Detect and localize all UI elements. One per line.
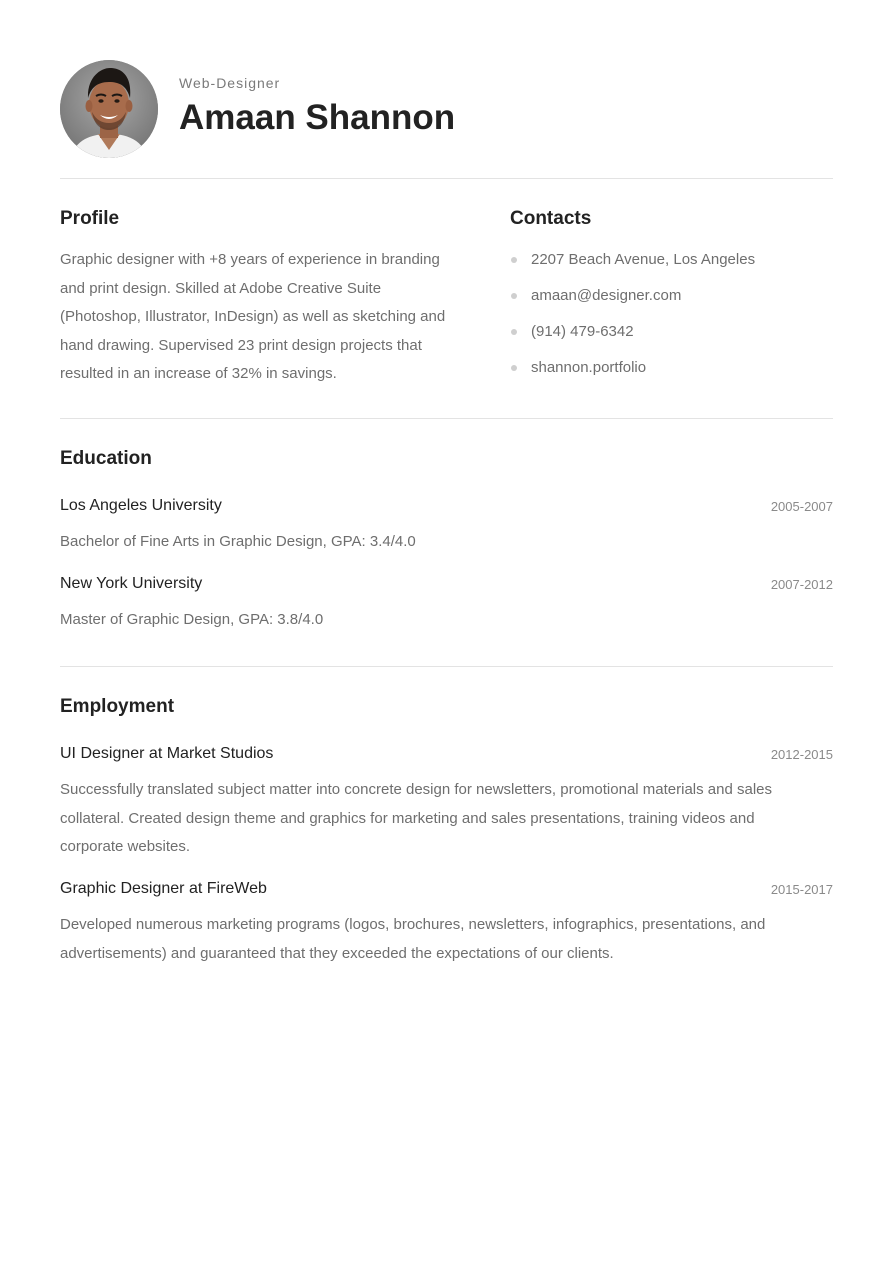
bullet-icon (511, 365, 517, 371)
contacts-list (510, 246, 830, 390)
job-title: Web-Designer (179, 75, 281, 91)
education-divider (60, 666, 833, 667)
employment-role: Graphic Designer at FireWeb (60, 880, 267, 897)
profile-divider (60, 418, 833, 419)
employment-description: Successfully translated subject matter into concrete design for newsletters, promotional materials and sales collateral. Created design theme and graphics for marketing and sales presentations, training videos and corporate websites. (60, 781, 773, 855)
employment-heading: Employment (60, 696, 175, 717)
education-heading: Education (60, 448, 152, 469)
education-school: New York University (60, 575, 203, 592)
bullet-icon (511, 257, 517, 263)
contact-address (510, 246, 830, 282)
contact-phone[interactable] (510, 318, 830, 354)
education-years: 2005-2007 (770, 499, 833, 514)
person-photo-icon (60, 60, 158, 158)
avatar (60, 60, 158, 158)
education-years: 2007-2012 (770, 577, 833, 592)
education-school: Los Angeles University (60, 497, 222, 514)
employment-description: Developed numerous marketing programs (logos, brochures, newsletters, infographics, presentations, and advertisements) and guaranteed that they exceeded the expectations of our clients. (60, 916, 766, 962)
bullet-icon (511, 293, 517, 299)
employment-role: UI Designer at Market Studios (60, 745, 274, 762)
contact-portfolio-text[interactable]: shannon.portfolio (531, 359, 647, 376)
contact-phone-text[interactable]: (914) 479-6342 (531, 323, 634, 340)
resume-header (60, 60, 833, 158)
employment-years: 2012-2015 (770, 747, 833, 762)
education-degree: Master of Graphic Design, GPA: 3.8/4.0 (60, 611, 324, 628)
profile-heading: Profile (60, 208, 120, 229)
education-degree: Bachelor of Fine Arts in Graphic Design, GPA: 3.4/4.0 (60, 533, 416, 550)
header-divider (60, 178, 833, 179)
contact-email-text[interactable]: amaan@designer.com (531, 287, 682, 304)
contact-address-text: 2207 Beach Avenue, Los Angeles (531, 251, 756, 268)
contact-portfolio[interactable] (510, 354, 830, 390)
contacts-heading: Contacts (510, 208, 592, 229)
employment-years: 2015-2017 (770, 882, 833, 897)
bullet-icon (511, 329, 517, 335)
candidate-name: Amaan Shannon (179, 98, 456, 137)
profile-text: Graphic designer with +8 years of experience in branding and print design. Skilled at Adobe Creative Suite (Photoshop, Illustrator, InDesign) as well as sketching and hand drawing. Supervised 23 print design projects that resulted in an increase of 32% in savings. (60, 251, 446, 382)
contact-email[interactable] (510, 282, 830, 318)
